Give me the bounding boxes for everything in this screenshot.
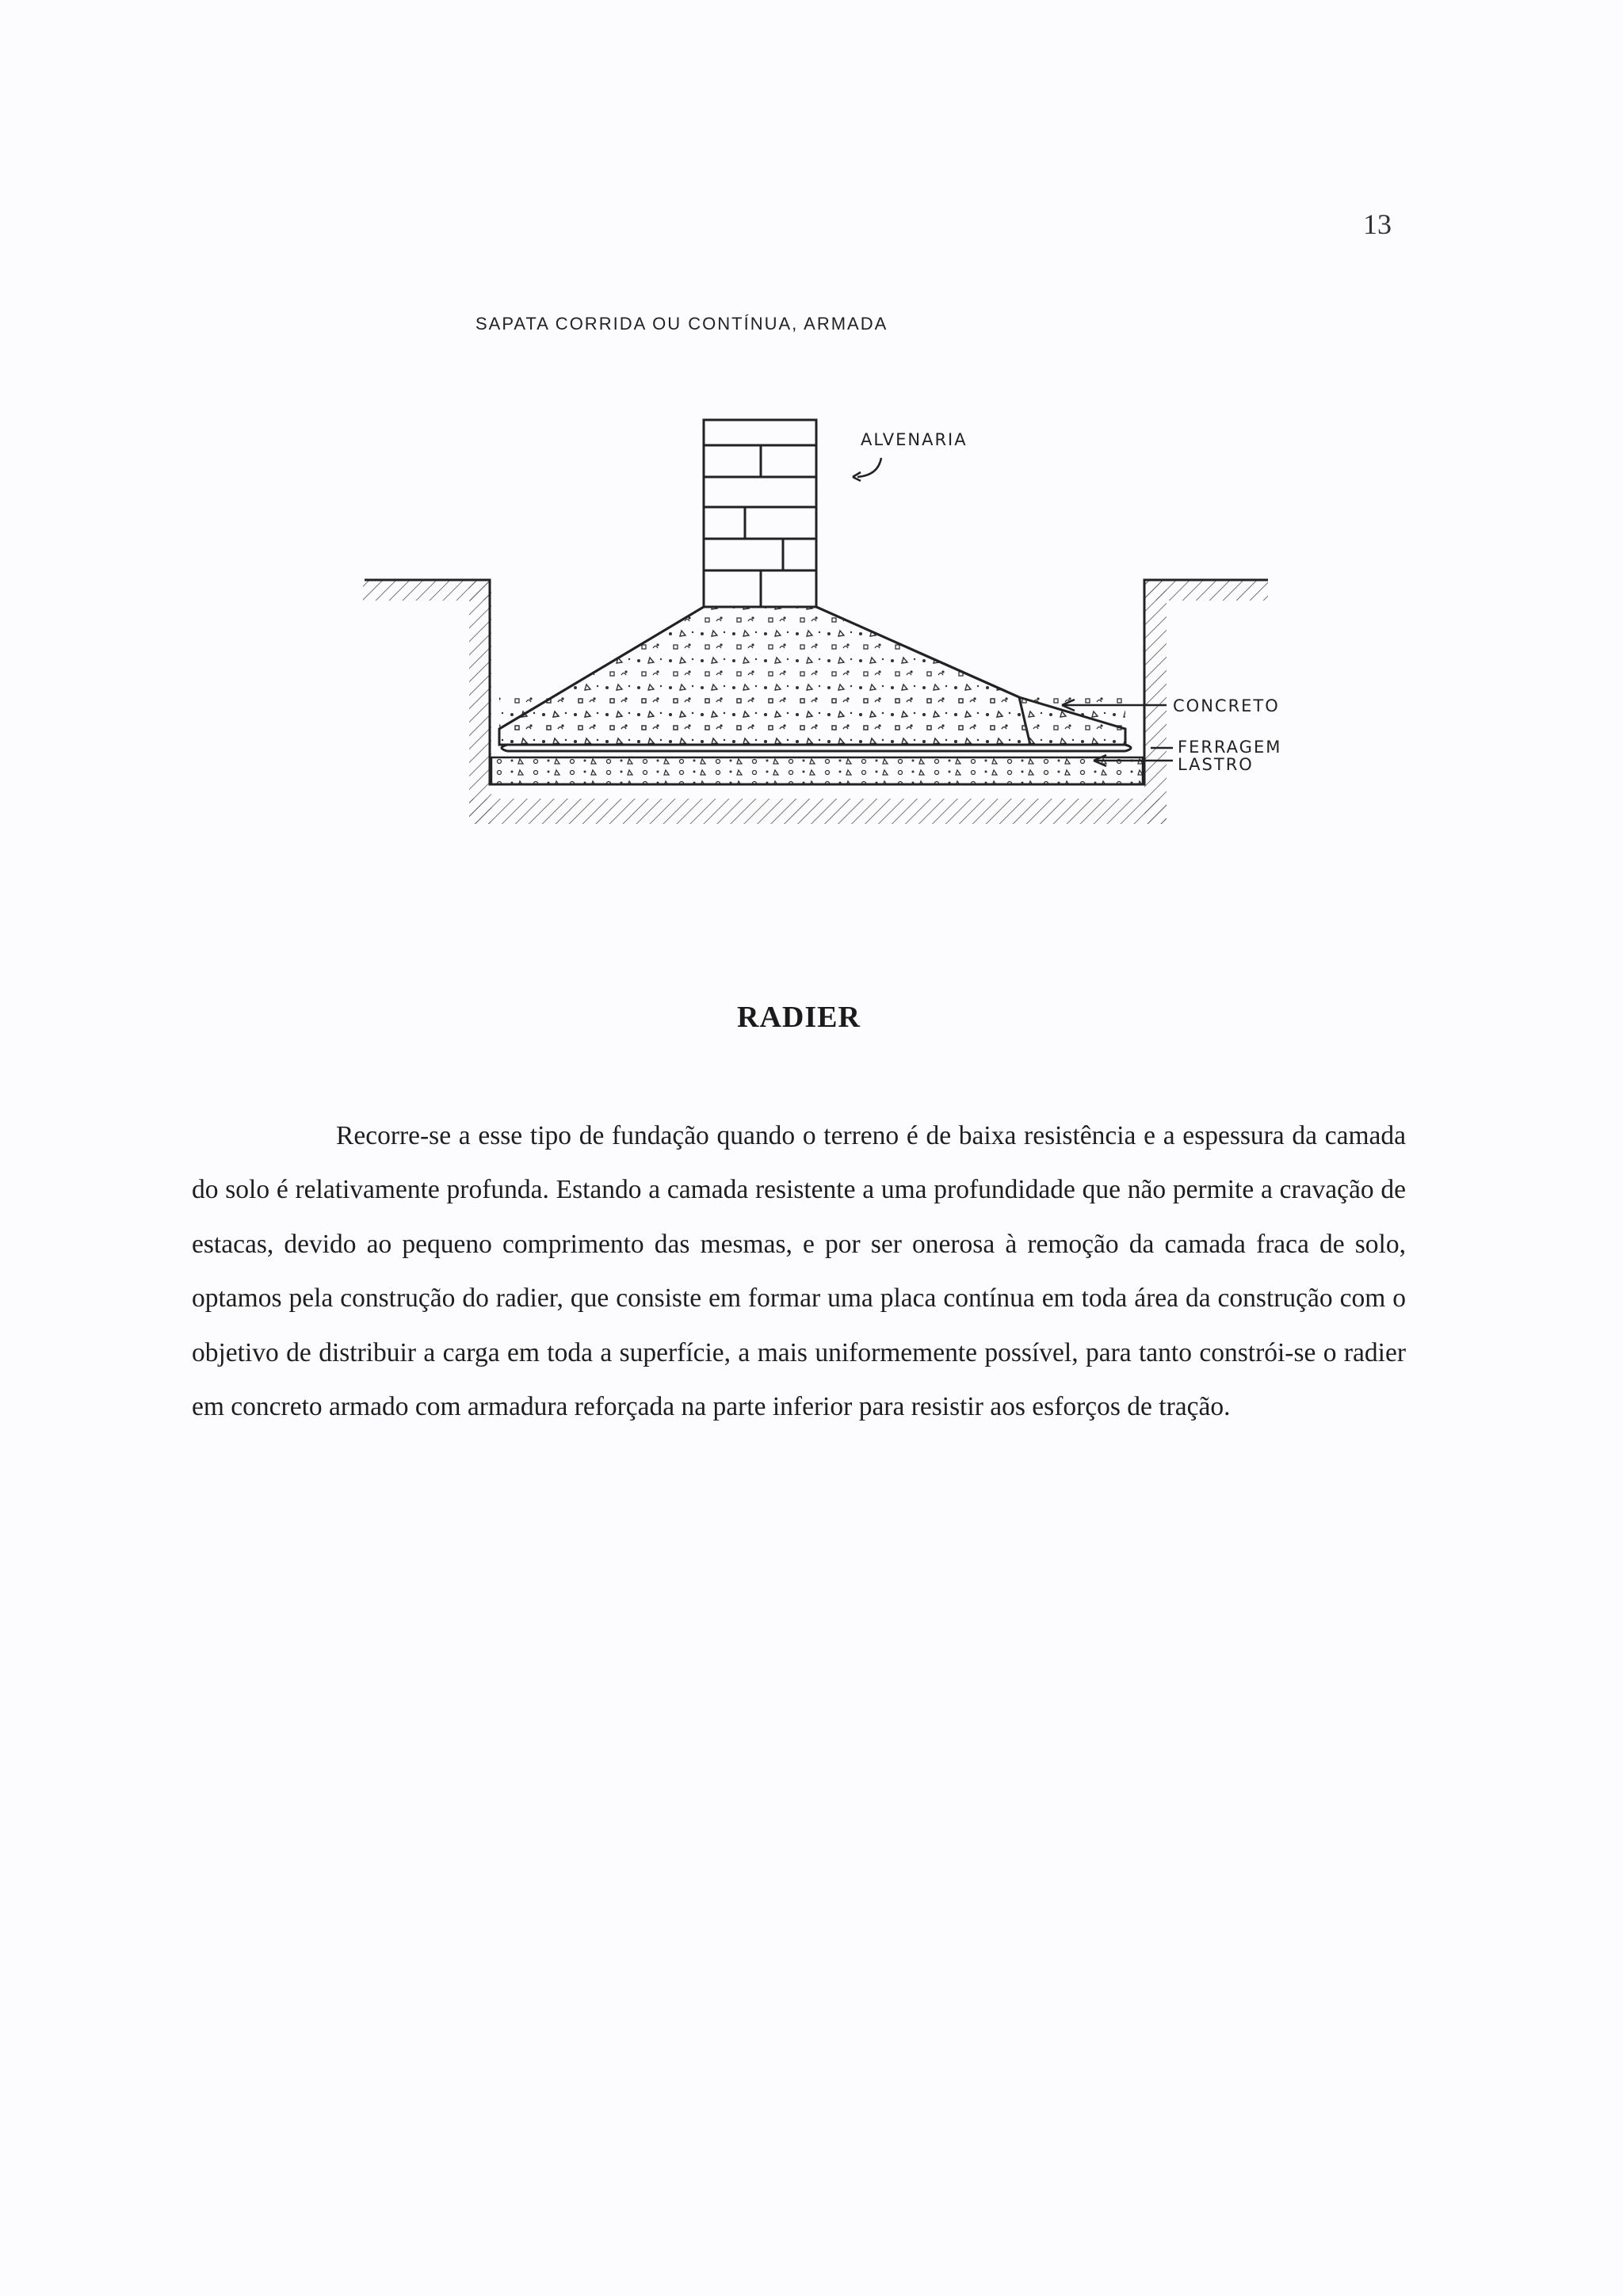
page-number: 13 — [1363, 208, 1392, 240]
body-paragraph: Recorre-se a esse tipo de fundação quando o terreno é de baixa resistência e a espessura da camada do solo é relativamente profunda. Estando a camada resistente a uma profundidade que não permite a cravação de estacas, devido ao pequeno comprimento das mesmas, e por ser onerosa à remoção da camada fraca de solo, optamos pela construção do radier, que consiste em formar uma placa contínua em toda área da construção com o objetivo de distribuir a carga em toda a superfície, a mais uniformemente possível, para tanto constrói-se o radier em concreto armado com armadura reforçada na parte inferior para resistir aos esforços de tração. — [192, 1120, 1406, 1421]
reinforcement-bar — [502, 745, 1131, 751]
figure-caption: SAPATA CORRIDA OU CONTÍNUA, ARMADA — [475, 314, 888, 334]
label-alvenaria: ALVENARIA — [861, 430, 968, 449]
label-ferragem: FERRAGEM — [1178, 738, 1282, 757]
lean-concrete-base — [491, 757, 1143, 784]
label-lastro: LASTRO — [1178, 755, 1254, 774]
label-concreto: CONCRETO — [1173, 696, 1280, 715]
brick-wall — [704, 420, 816, 607]
foundation-diagram — [349, 412, 1284, 824]
section-title: RADIER — [737, 1001, 861, 1034]
